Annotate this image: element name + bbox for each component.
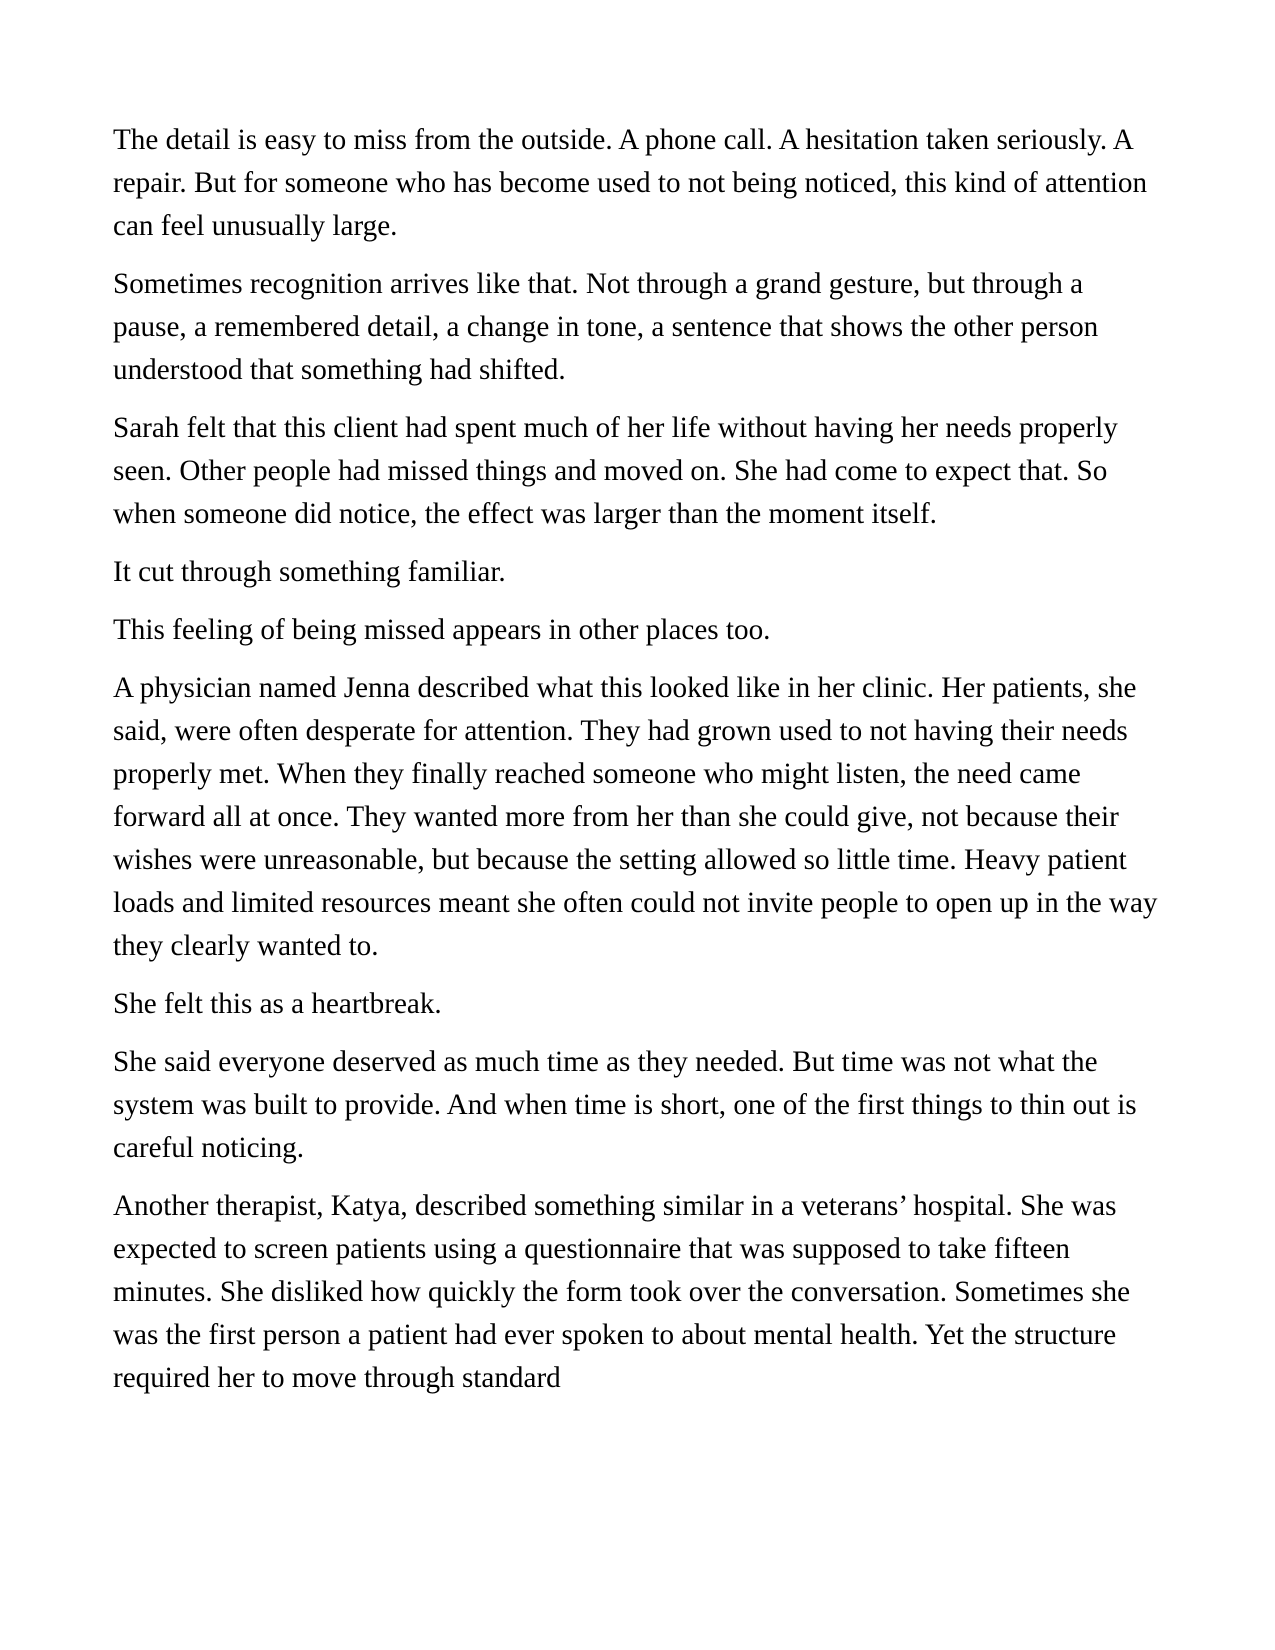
paragraph: It cut through something familiar. xyxy=(113,556,506,588)
paragraph: Another therapist, Katya, described something similar in a veterans’ hospital. She was expected to screen patients using a questionnaire that was supposed to take fifteen minutes. She disliked how quickly the form took over the conversation. Sometimes she was the first person a patient had ever spoken to about mental health. Yet the structure required her to move through standard xyxy=(113,1190,1131,1394)
paragraph: Sometimes recognition arrives like that. Not through a grand gesture, but through a pause, a remembered detail, a change in tone, a sentence that shows the other person understood that something had shifted. xyxy=(113,268,1099,386)
paragraph: This feeling of being missed appears in other places too. xyxy=(113,614,771,646)
paragraph: She felt this as a heartbreak. xyxy=(113,988,442,1020)
paragraph: She said everyone deserved as much time as they needed. But time was not what the system was built to provide. And when time is short, one of the first things to thin out is careful noticing. xyxy=(113,1046,1137,1164)
paragraph: A physician named Jenna described what this looked like in her clinic. Her patients, she said, were often desperate for attention. They had grown used to not having their needs properly met. When they finally reached someone who might listen, the need came forward all at once. They wanted more from her than she could give, not because their wishes were unreasonable, but because the setting allowed so little time. Heavy patient loads and limited resources meant she often could not invite people to open up in the way they clearly wanted to. xyxy=(113,672,1158,962)
paragraph: Sarah felt that this client had spent much of her life without having her needs properly seen. Other people had missed things and moved on. She had come to expect that. So when someone did notice, the effect was larger than the moment itself. xyxy=(113,412,1118,530)
paragraph: The detail is easy to miss from the outside. A phone call. A hesitation taken seriously. A repair. But for someone who has become used to not being noticed, this kind of attention can feel unusually large. xyxy=(113,124,1148,242)
